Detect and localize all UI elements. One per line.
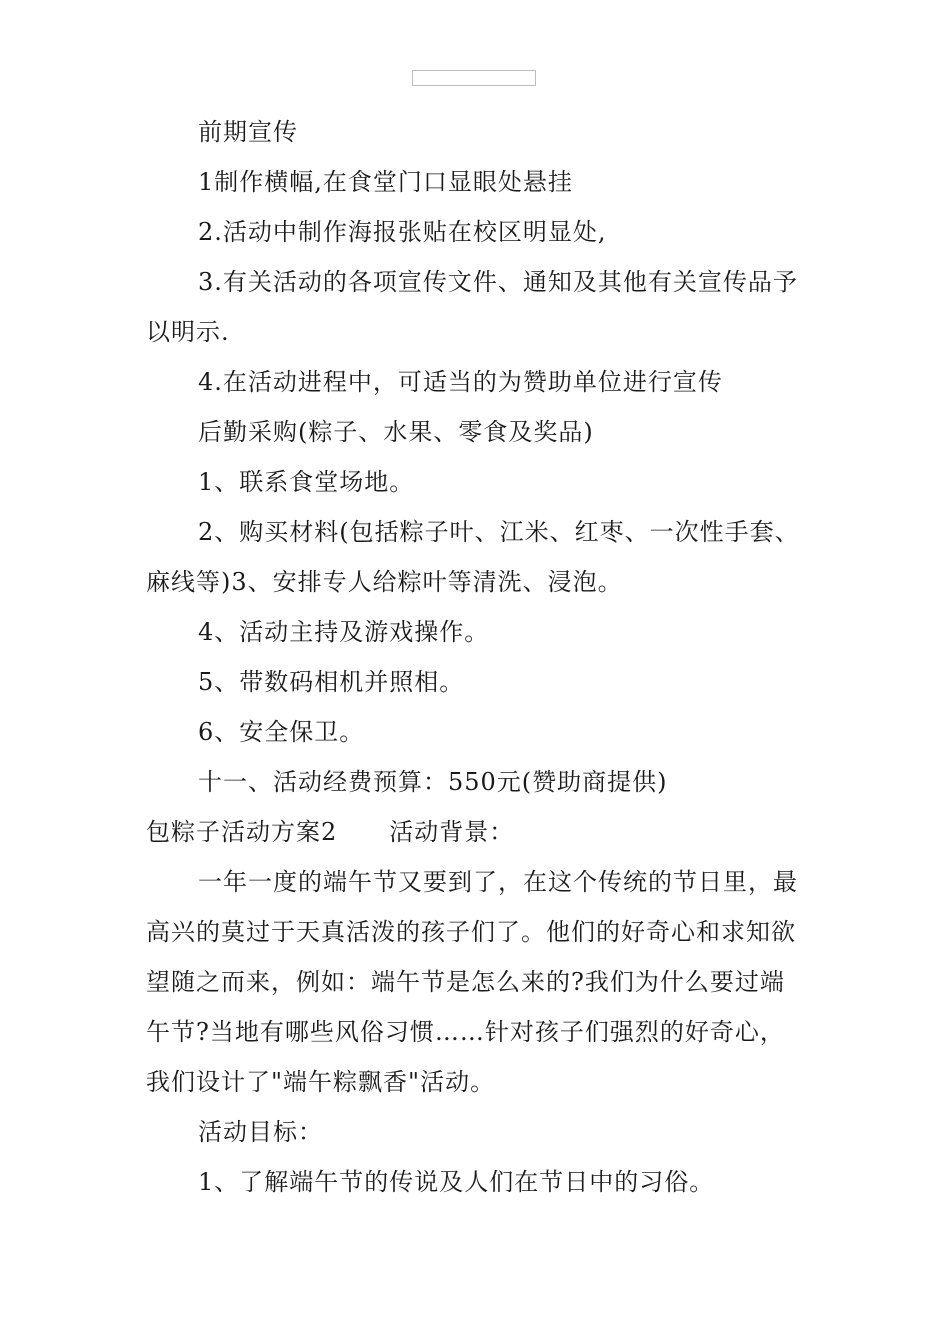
paragraph-line: 一年一度的端午节又要到了，在这个传统的节日里，最 — [198, 868, 798, 896]
list-item: 2、购买材料(包括粽子叶、江米、红枣、一次性手套、 — [198, 518, 800, 546]
heading-goals: 活动目标： — [198, 1118, 323, 1146]
paragraph-line: 高兴的莫过于天真活泼的孩子们了。他们的好奇心和求知欲 — [146, 918, 796, 946]
paragraph-line: 1制作横幅,在食堂门口显眼处悬挂 — [198, 168, 573, 196]
list-item: 4、活动主持及游戏操作。 — [198, 618, 490, 646]
budget-line: 十一、活动经费预算：550元(赞助商提供) — [198, 768, 668, 796]
paragraph-line: 我们设计了"端午粽飘香"活动。 — [146, 1068, 496, 1096]
paragraph-line: 4.在活动进程中，可适当的为赞助单位进行宣传 — [198, 368, 723, 396]
paragraph-line: 午节?当地有哪些风俗习惯……针对孩子们强烈的好奇心， — [146, 1018, 785, 1046]
paragraph-line: 以明示. — [146, 318, 230, 346]
list-item: 1、联系食堂场地。 — [198, 468, 415, 496]
header-box — [412, 70, 536, 86]
heading-publicity: 前期宣传 — [198, 118, 298, 146]
list-item: 1、了解端午节的传说及人们在节日中的习俗。 — [198, 1168, 715, 1196]
plan-title: 包粽子活动方案2 — [146, 818, 338, 846]
section-title-line — [146, 817, 514, 847]
paragraph-line: 3.有关活动的各项宣传文件、通知及其他有关宣传品予 — [198, 268, 798, 296]
list-item: 5、带数码相机并照相。 — [198, 668, 465, 696]
list-item: 6、安全保卫。 — [198, 718, 365, 746]
paragraph-line: 望随之而来，例如：端午节是怎么来的?我们为什么要过端 — [146, 968, 785, 996]
heading-background: 活动背景： — [389, 818, 515, 846]
paragraph-line: 2.活动中制作海报张贴在校区明显处, — [198, 218, 607, 246]
heading-logistics: 后勤采购(粽子、水果、零食及奖品) — [198, 418, 594, 446]
list-item: 麻线等)3、安排专人给粽叶等清洗、浸泡。 — [146, 568, 623, 596]
